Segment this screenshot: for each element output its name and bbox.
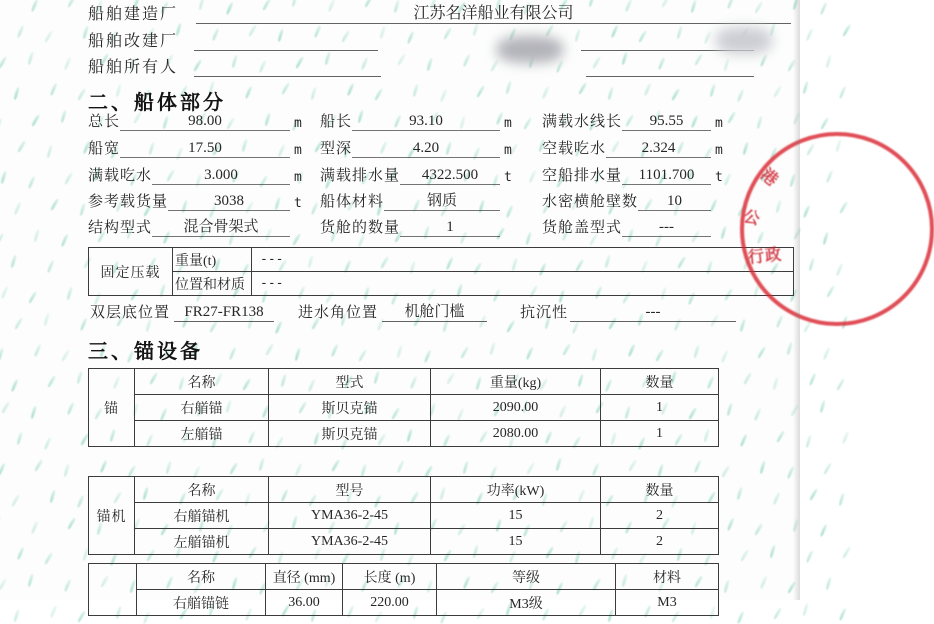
- table-row: 右艏锚链 36.00 220.00 M3级 M3: [89, 590, 719, 616]
- field-value: 江苏名洋船业有限公司: [413, 5, 574, 22]
- field-rebuilder: [88, 28, 754, 51]
- table-header-row: 名称 直径 (mm) 长度 (m) 等级 材料: [89, 564, 719, 590]
- hull-row: [88, 191, 733, 211]
- table-row: 左艏锚 斯贝克锚 2080.00 1: [89, 421, 719, 447]
- hull-field: 总长 98.00 m: [88, 113, 302, 131]
- field-anti-sinking: 抗沉性 ---: [520, 302, 736, 322]
- table-header-row: 锚 名称 型式 重量(kg) 数量: [89, 369, 719, 395]
- group-label: 锚: [89, 369, 135, 447]
- hull-field: 满载排水量 4322.500 t: [320, 167, 512, 185]
- hull-row: [88, 165, 733, 185]
- group-label: [89, 564, 137, 616]
- official-stamp-icon: [740, 132, 934, 326]
- section-title-hull: 二、船体部分: [88, 92, 226, 114]
- fixed-ballast-row: 重量(t) ---: [173, 248, 793, 271]
- hull-field: 水密横舱壁数 10: [542, 191, 733, 211]
- windlass-table: [88, 476, 719, 555]
- hull-field: 满载吃水 3.000 m: [88, 167, 302, 185]
- hull-field: 空载吃水 2.324 m: [542, 140, 723, 158]
- table-row: 左艏锚机 YMA36-2-45 15 2: [89, 529, 719, 555]
- page-edge-shadow: [793, 0, 800, 600]
- fixed-ballast-row: 位置和材质 ---: [173, 271, 793, 295]
- hull-field: 型深 4.20 m: [320, 140, 512, 158]
- field-double-bottom: 双层底位置 FR27-FR138: [90, 302, 274, 322]
- field-label: 船舶建造厂: [88, 6, 179, 23]
- anchor-chain-table: [88, 563, 719, 616]
- hull-row: [88, 111, 733, 131]
- stamp-text-fragment: 行政: [747, 246, 784, 267]
- hull-field: 参考载货量 3038 t: [88, 193, 302, 211]
- hull-field: 船长 93.10 m: [320, 113, 512, 131]
- stamp-text-fragment: 公: [741, 208, 763, 229]
- field-shipbuilder: [88, 1, 791, 24]
- field-underline: [196, 3, 791, 24]
- redaction-smudge: [716, 27, 772, 54]
- group-label: 锚机: [89, 477, 135, 555]
- field-flooding-angle: 进水角位置 机舱门槛: [298, 302, 487, 322]
- field-underline: [194, 30, 378, 51]
- redaction-smudge: [497, 36, 563, 63]
- anchor-table: [88, 368, 719, 447]
- fixed-ballast-box: [88, 247, 794, 296]
- table-row: 右艏锚 斯贝克锚 2090.00 1: [89, 395, 719, 421]
- fixed-ballast-label: 固定压载: [89, 248, 173, 295]
- table-header-row: 锚机 名称 型号 功率(kW) 数量: [89, 477, 719, 503]
- hull-field: 船宽 17.50 m: [88, 140, 302, 158]
- section-title-anchor: 三、锚设备: [88, 341, 203, 363]
- field-label: 船舶所有人: [88, 59, 179, 76]
- field-underline: [194, 56, 381, 77]
- hull-field: 船体材料 钢质: [320, 191, 522, 211]
- fixed-ballast-rows: [173, 248, 793, 295]
- hull-field: 货舱的数量 1: [320, 217, 522, 237]
- hull-row: [88, 138, 733, 158]
- table-row: 右艏锚机 YMA36-2-45 15 2: [89, 503, 719, 529]
- hull-field: 满载水线长 95.55 m: [542, 113, 723, 131]
- stamp-text-fragment: 港: [757, 166, 782, 191]
- hull-row: [88, 217, 733, 237]
- hull-field: 空船排水量 1101.700 t: [542, 167, 723, 185]
- hull-field: 货舱盖型式 ---: [542, 217, 733, 237]
- field-owner: [88, 54, 754, 77]
- field-label: 船舶改建厂: [88, 33, 179, 50]
- field-underline: [586, 56, 754, 77]
- hull-field: 结构型式 混合骨架式: [88, 217, 312, 237]
